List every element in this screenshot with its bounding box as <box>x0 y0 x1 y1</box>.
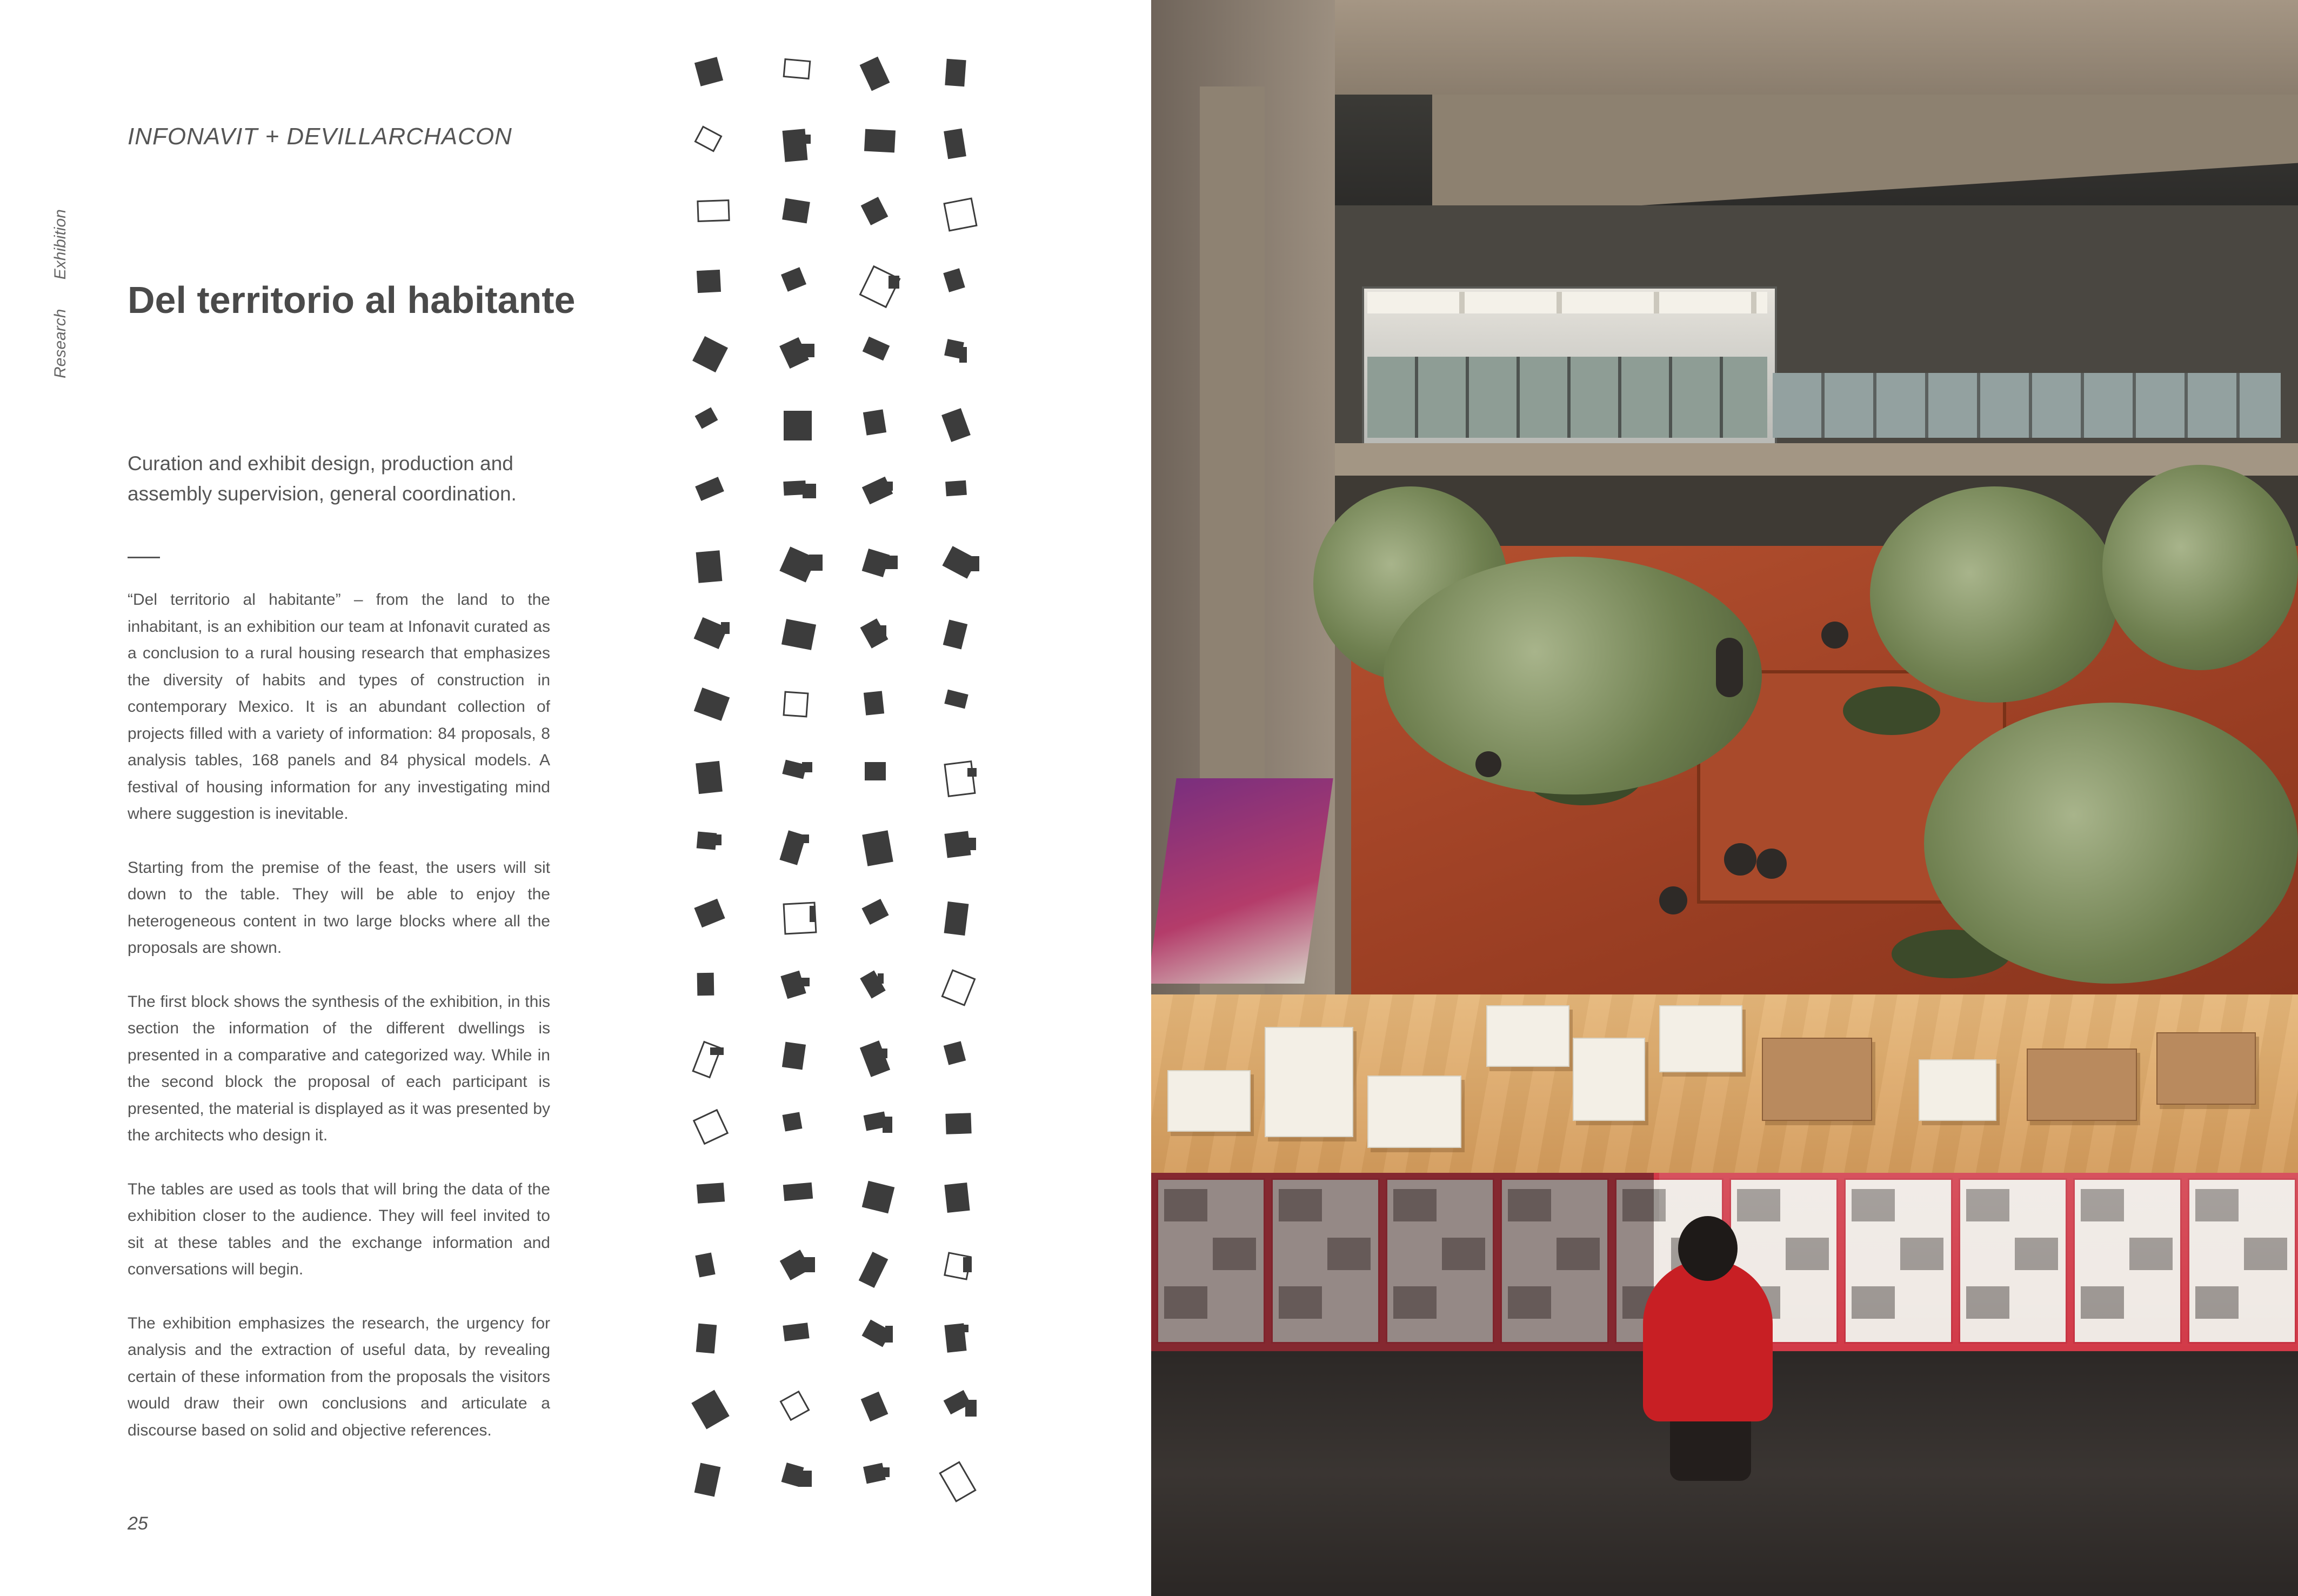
floor-plan-wing <box>799 834 809 843</box>
visitor <box>1821 622 1848 649</box>
architectural-model <box>1367 1076 1461 1148</box>
floor-plan-wing <box>798 1471 812 1487</box>
floor-plan-wing <box>809 555 823 571</box>
page-number: 25 <box>128 1513 148 1534</box>
floor-plan-wing <box>885 1326 893 1343</box>
floor-plan-icon <box>783 1112 803 1131</box>
floor-plan-icon <box>944 690 968 709</box>
floor-plan-wing <box>810 906 816 922</box>
floor-plan-icon <box>783 691 809 717</box>
tree-canopy <box>1924 703 2298 984</box>
floor-plan-wing <box>800 978 810 986</box>
floor-plan-wing <box>801 344 814 357</box>
floor-plan-icon <box>781 267 806 291</box>
floor-plan-icon <box>783 129 808 162</box>
floor-plan-icon <box>694 125 722 152</box>
floor-plan-icon <box>696 761 723 794</box>
architectural-model <box>2027 1049 2137 1121</box>
tree-canopy <box>1870 486 2119 703</box>
paragraph-2: Starting from the premise of the feast, the users will sit down to the table. They will be able to enjoy the heterogeneous content in two large blocks where all the proposals are shown. <box>128 858 550 957</box>
ceiling-lights <box>1367 292 1767 313</box>
side-tab-exhibition: Exhibition <box>51 209 69 280</box>
floor-plan-wing <box>962 1325 968 1332</box>
architectural-model <box>2156 1032 2256 1105</box>
floor-plan-wing <box>967 768 977 777</box>
floor-plan-icon <box>944 1183 970 1213</box>
floor-plan-icon <box>694 1463 721 1497</box>
floor-plan-icon <box>865 762 886 780</box>
lower-slab <box>1335 443 2298 476</box>
floor-plan-icon <box>863 337 890 360</box>
floor-plan-wing <box>887 482 893 491</box>
floor-plan-grid <box>681 49 984 1551</box>
subtitle: Curation and exhibit design, production and assembly supervision, general coordination. <box>128 452 517 505</box>
floor-plan-icon <box>944 1041 966 1065</box>
architectural-model <box>1762 1038 1872 1121</box>
visitor <box>1659 886 1687 914</box>
floor-plan-icon <box>861 1392 889 1421</box>
floor-plan-wing <box>803 135 811 144</box>
floor-plan-icon <box>779 1391 810 1421</box>
floor-plan-icon <box>863 409 886 435</box>
architectural-model <box>1167 1070 1251 1132</box>
visitor <box>1716 638 1743 697</box>
floor-plan-icon <box>939 1461 977 1502</box>
floor-plan-wing <box>881 1467 890 1477</box>
paragraph-3: The first block shows the synthesis of the exhibition, in this section the information of the different dwellings is presented in a comparative and categorized way. While in the second block the proposal of each participant is presented, the material is displayed as it was presented by the architects who design it. <box>128 992 550 1144</box>
paragraph-4: The tables are used as tools that will bring the data of the exhibition closer to the audience. They will feel invited to sit at these tables and the exchange information and conversations will begin. <box>128 1180 550 1278</box>
office-glass-right <box>1773 373 2281 438</box>
floor-plan-icon <box>945 59 966 86</box>
architectural-model <box>1573 1038 1645 1121</box>
floor-plan-icon <box>781 619 816 650</box>
floor-plan-icon <box>783 1183 813 1201</box>
floor-plan-icon <box>945 480 967 497</box>
floor-plan-icon <box>941 408 971 442</box>
office-glass <box>1367 357 1767 438</box>
visitor <box>1724 843 1756 876</box>
paragraph-5: The exhibition emphasizes the research, the urgency for analysis and the extraction of useful data, by revealing certain of these information from the proposals the visitors would draw their own conclusions and articulate a discourse based on solid and objective references. <box>128 1314 550 1439</box>
floor-plan-icon <box>864 129 896 153</box>
architectural-model <box>1265 1027 1353 1137</box>
floor-plan-icon <box>860 1040 890 1077</box>
panel-shadow <box>1151 1173 1654 1351</box>
floor-plan-wing <box>889 276 899 289</box>
floor-plan-icon <box>692 1041 722 1079</box>
floor-plan-wing <box>710 1047 724 1055</box>
floor-plan-icon <box>864 691 884 715</box>
visitor <box>1475 751 1501 777</box>
floor-plan-icon <box>782 1042 806 1070</box>
side-tab-research: Research <box>51 309 69 378</box>
floor-plan-icon <box>694 687 730 721</box>
floor-plan-icon <box>695 1253 715 1278</box>
floor-plan-icon <box>694 899 725 927</box>
floor-plan-icon <box>693 1109 729 1145</box>
floor-plan-icon <box>697 973 714 996</box>
floor-plan-icon <box>862 1181 895 1214</box>
floor-plan-icon <box>859 1252 889 1288</box>
project-label: INFONAVIT + DEVILLARCHACON <box>128 123 512 150</box>
floor-plan-icon <box>941 969 976 1006</box>
floor-plan-icon <box>861 899 889 925</box>
floor-plan-wing <box>884 556 898 569</box>
floor-plan-icon <box>783 1323 809 1341</box>
floor-plan-wing <box>713 834 722 845</box>
floor-plan-icon <box>944 129 966 159</box>
tree-pot <box>1843 686 1940 735</box>
visitor <box>1756 849 1787 879</box>
floor-plan-wing <box>959 347 967 363</box>
floor-plan-icon <box>697 199 730 222</box>
floor-plan-icon <box>782 198 810 224</box>
floor-plan-icon <box>691 1390 729 1430</box>
separator-dash <box>128 557 160 558</box>
architectural-model <box>1659 1005 1742 1072</box>
floor-plan-icon <box>692 336 728 372</box>
floor-plan-wing <box>878 973 884 984</box>
floor-plan-icon <box>943 268 965 292</box>
architectural-model <box>1486 1005 1569 1067</box>
visitor-red-sweater <box>1643 1259 1773 1421</box>
floor-plan-icon <box>862 830 893 866</box>
paragraph-1: “Del territorio al habitante” – from the land to the inhabitant, is an exhibition our team at Infonavit curated as a conclusion to a rural housing research that emphasizes the diversity of habits and types of construction in contemporary Mexico. It is an abundant collection of projects filled with a variety of information: 84 proposals, 8 analysis tables, 168 panels and 84 physical models. A festival of housing information for any investigating mind where suggestion is inevitable. <box>128 591 550 823</box>
floor-plan-icon <box>784 411 812 440</box>
floor-plan-icon <box>695 407 718 429</box>
floor-plan-wing <box>965 1400 977 1417</box>
architectural-model <box>1919 1059 1996 1121</box>
exhibition-banner <box>1151 778 1333 984</box>
floor-plan-icon <box>860 57 890 91</box>
floor-plan-icon <box>783 58 811 79</box>
floor-plan-wing <box>804 1257 815 1272</box>
body-text <box>128 586 550 1471</box>
floor-plan-icon <box>943 197 977 231</box>
floor-plan-icon <box>697 270 721 293</box>
side-section-tab <box>51 184 70 378</box>
floor-plan-icon <box>944 901 969 936</box>
exhibition-photo <box>1151 0 2298 1596</box>
floor-plan-icon <box>944 760 976 797</box>
floor-plan-icon <box>861 197 889 225</box>
floor-plan-icon <box>696 1324 717 1354</box>
floor-plan-wing <box>880 625 886 637</box>
floor-plan-icon <box>694 57 723 86</box>
floor-plan-icon <box>695 477 724 501</box>
tree-canopy <box>2102 465 2298 670</box>
tree-canopy <box>1384 557 1762 794</box>
floor-plan-icon <box>945 1113 971 1134</box>
floor-plan-icon <box>696 550 723 583</box>
visitor-head <box>1678 1216 1738 1281</box>
floor-plan-icon <box>943 619 968 649</box>
floor-plan-wing <box>971 556 979 571</box>
floor-plan-wing <box>802 762 812 772</box>
floor-plan-wing <box>963 1257 972 1272</box>
floor-plan-wing <box>721 622 730 634</box>
floor-plan-wing <box>803 484 816 498</box>
page-title: Del territorio al habitante <box>128 279 576 321</box>
floor-plan-wing <box>966 838 976 850</box>
floor-plan-wing <box>882 1049 887 1058</box>
floor-plan-icon <box>697 1183 725 1203</box>
floor-plan-wing <box>883 1117 892 1133</box>
